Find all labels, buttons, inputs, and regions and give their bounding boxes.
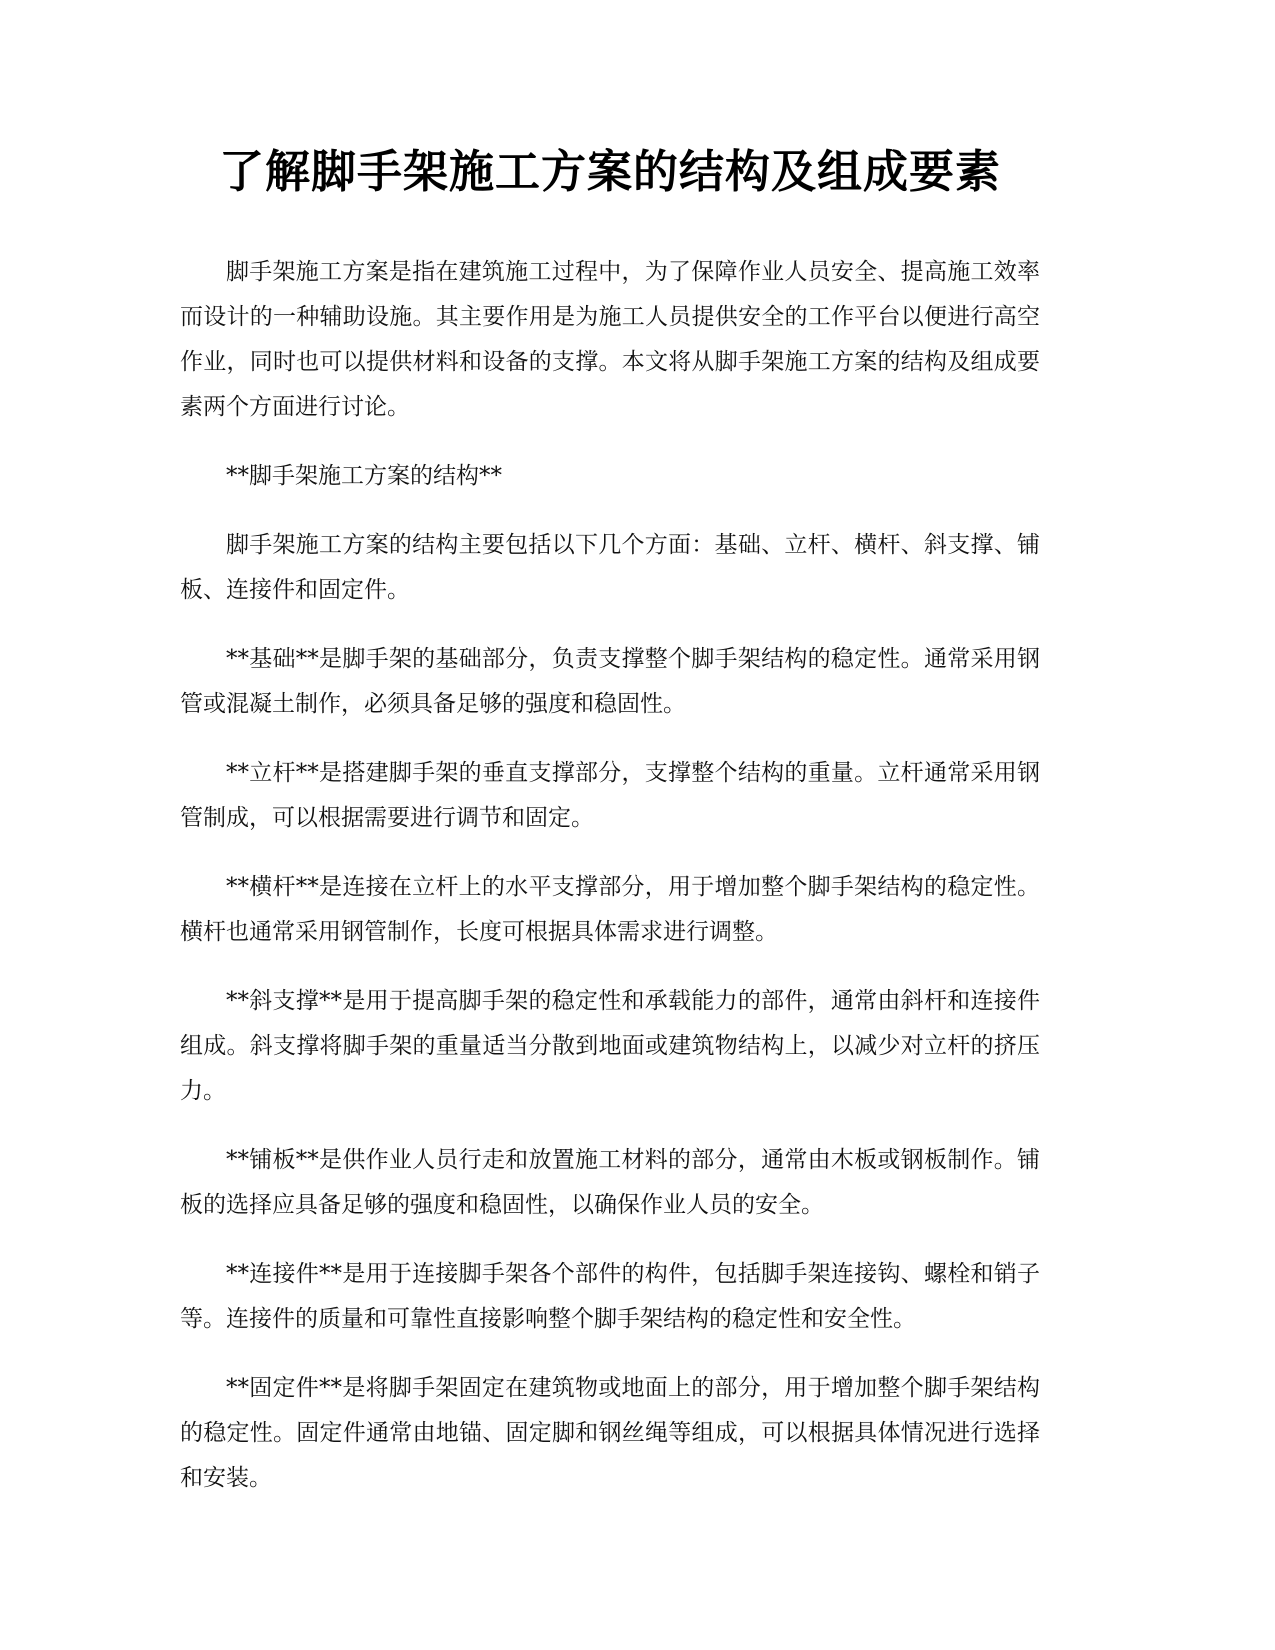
- plank-paragraph: **铺板**是供作业人员行走和放置施工材料的部分，通常由木板或钢板制作。铺板的选择应具备足够的强度和稳固性，以确保作业人员的安全。: [180, 1147, 1040, 1218]
- diagonal-brace-paragraph: **斜支撑**是用于提高脚手架的稳定性和承载能力的部件，通常由斜杆和连接件组成。斜支撑将脚手架的重量适当分散到地面或建筑物结构上，以减少对立杆的挤压力。: [180, 988, 1040, 1104]
- connector-paragraph: **连接件**是用于连接脚手架各个部件的构件，包括脚手架连接钩、螺栓和销子等。连接件的质量和可靠性直接影响整个脚手架结构的稳定性和安全性。: [180, 1261, 1040, 1332]
- fixing-part-paragraph: **固定件**是将脚手架固定在建筑物或地面上的部分，用于增加整个脚手架结构的稳定性。固定件通常由地锚、固定脚和钢丝绳等组成，可以根据具体情况进行选择和安装。: [180, 1375, 1040, 1491]
- intro-paragraph: 脚手架施工方案是指在建筑施工过程中，为了保障作业人员安全、提高施工效率而设计的一种辅助设施。其主要作用是为施工人员提供安全的工作平台以便进行高空作业，同时也可以提供材料和设备的支撑。本文将从脚手架施工方案的结构及组成要素两个方面进行讨论。: [180, 259, 1040, 420]
- document-title: 了解脚手架施工方案的结构及组成要素: [218, 145, 1001, 198]
- structure-overview-paragraph: 脚手架施工方案的结构主要包括以下几个方面：基础、立杆、横杆、斜支撑、铺板、连接件和固定件。: [180, 532, 1040, 603]
- foundation-paragraph: **基础**是脚手架的基础部分，负责支撑整个脚手架结构的稳定性。通常采用钢管或混凝土制作，必须具备足够的强度和稳固性。: [180, 646, 1040, 717]
- crossbar-paragraph: **横杆**是连接在立杆上的水平支撑部分，用于增加整个脚手架结构的稳定性。横杆也通常采用钢管制作，长度可根据具体需求进行调整。: [180, 874, 1040, 945]
- upright-pole-paragraph: **立杆**是搭建脚手架的垂直支撑部分，支撑整个结构的重量。立杆通常采用钢管制成，可以根据需要进行调节和固定。: [180, 760, 1040, 831]
- section-heading-structure: **脚手架施工方案的结构**: [226, 463, 502, 489]
- document-page: [180, 140, 1040, 1525]
